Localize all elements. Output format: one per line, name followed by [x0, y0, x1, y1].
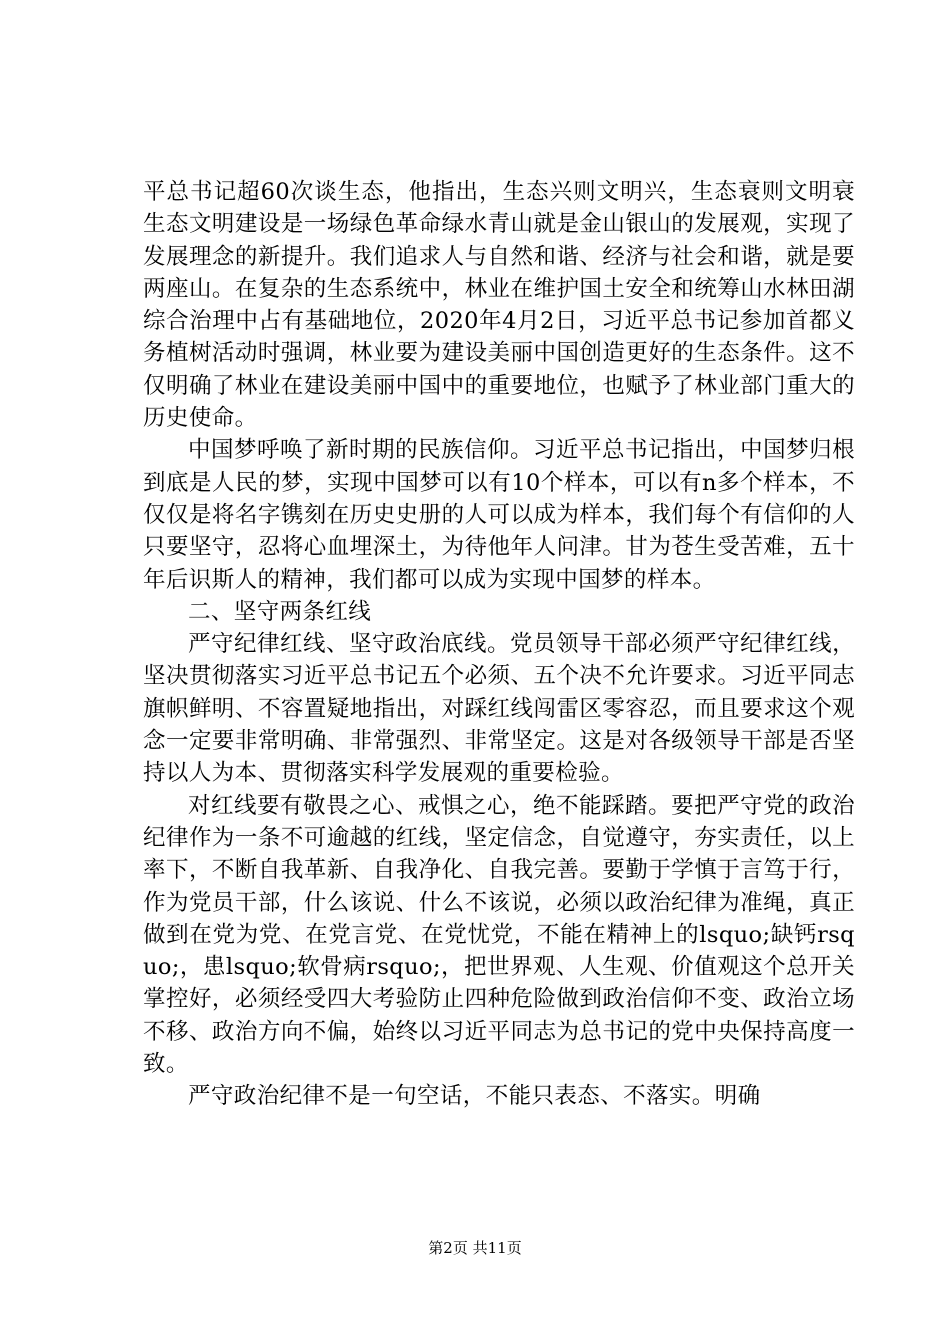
paragraph-5: 严守政治纪律不是一句空话，不能只表态、不落实。明确: [188, 1083, 761, 1110]
page-footer: 第2页 共11页: [428, 1239, 522, 1257]
paragraph-4: 对红线要有敬畏之心、戒惧之心，绝不能踩踏。要把严守党的政治纪律作为一条不可逾越的红线，坚定信念，自觉遵守，夯实责任，以上率下，不断自我革新、自我净化、自我完善。要勤于学慎于言笃于行，作为党员干部，什么该说、什么不该说，必须以政治纪律为准绳，真正做到在党为党、在党言党、在党忧党，不能在精神上的lsquo;缺钙rsquo;，患lsquo;软骨病rsquo;，把世界观、人生观、价值观这个总开关掌控好，必须经受四大考验防止四种危险做到政治信仰不变、政治立场不移、政治方向不偏，始终以习近平同志为总书记的党中央保持高度一致。: [143, 792, 855, 1078]
paragraph-3: 严守纪律红线、坚守政治底线。党员领导干部必须严守纪律红线，坚决贯彻落实习近平总书记五个必须、五个决不允许要求。习近平同志旗帜鲜明、不容置疑地指出，对踩红线闯雷区零容忍，而且要求这个观念一定要非常明确、非常强烈、非常坚定。这是对各级领导干部是否坚持以人为本、贯彻落实科学发展观的重要检验。: [143, 631, 855, 787]
paragraph-2: 中国梦呼唤了新时期的民族信仰。习近平总书记指出，中国梦归根到底是人民的梦，实现中国梦可以有10个样本，可以有n多个样本，不仅仅是将名字镌刻在历史史册的人可以成为样本，我们每个有信仰的人只要坚守，忍将心血埋深土，为待他年人问津。甘为苍生受苦难，五十年后识斯人的精神，我们都可以成为实现中国梦的样本。: [143, 437, 855, 593]
document-body: [143, 176, 855, 1113]
section-heading: 二、坚守两条红线: [188, 598, 372, 625]
paragraph-1: 平总书记超60次谈生态，他指出，生态兴则文明兴，生态衰则文明衰生态文明建设是一场绿色革命绿水青山就是金山银山的发展观，实现了发展理念的新提升。我们追求人与自然和谐、经济与社会和谐，就是要两座山。在复杂的生态系统中，林业在维护国土安全和统筹山水林田湖综合治理中占有基础地位，2020年4月2日，习近平总书记参加首都义务植树活动时强调，林业要为建设美丽中国创造更好的生态条件。这不仅明确了林业在建设美丽中国中的重要地位，也赋予了林业部门重大的历史使命。: [143, 179, 855, 432]
